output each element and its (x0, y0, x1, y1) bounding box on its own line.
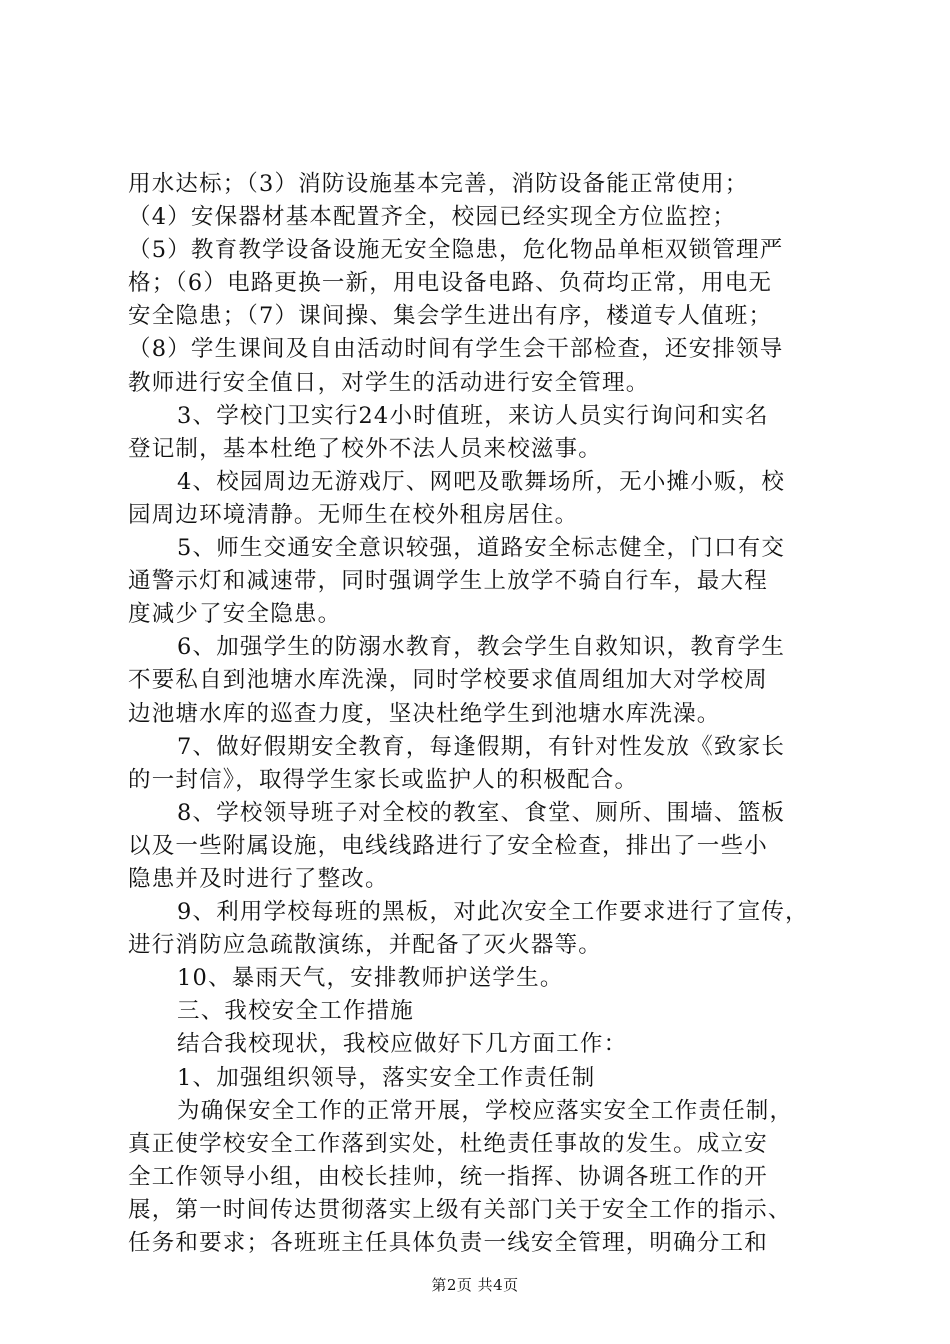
text-line: 通警示灯和减速带，同时强调学生上放学不骑自行车，最大程 (128, 568, 768, 595)
text-line: 10、暴雨天气，安排教师护送学生。 (177, 965, 564, 992)
text-line: 结合我校现状，我校应做好下几方面工作： (177, 1031, 628, 1058)
text-line: 边池塘水库的巡查力度，坚决杜绝学生到池塘水库洗澡。 (128, 700, 721, 727)
text-line: 格；（6）电路更换一新，用电设备电路、负荷均正常，用电无 (128, 270, 773, 297)
text-line: （4）安保器材基本配置齐全，校园已经实现全方位监控； (128, 204, 737, 231)
text-line: 3、学校门卫实行24小时值班，来访人员实行询问和实名 (177, 402, 769, 429)
text-line: 度减少了安全隐患。 (128, 601, 342, 628)
page-number-label: 第2页 共4页 (431, 1276, 519, 1294)
text-line: 三、我校安全工作措施 (177, 998, 415, 1025)
text-line: 展，第一时间传达贯彻落实上级有关部门关于安全工作的指示、 (128, 1196, 792, 1223)
text-line: 全工作领导小组，由校长挂帅，统一指挥、协调各班工作的开 (128, 1163, 768, 1190)
text-line: （5）教育教学设备设施无安全隐患，危化物品单柜双锁管理严 (128, 237, 784, 264)
text-line: 以及一些附属设施，电线线路进行了安全检查，排出了一些小 (128, 832, 768, 859)
text-line: 登记制，基本杜绝了校外不法人员来校滋事。 (128, 435, 603, 462)
text-line: 为确保安全工作的正常开展，学校应落实安全工作责任制， (177, 1097, 794, 1124)
text-line: 园周边环境清静。无师生在校外租房居住。 (128, 501, 579, 528)
page-footer (0, 1274, 950, 1295)
text-line: 7、做好假期安全教育，每逢假期，有针对性发放《致家长 (177, 733, 786, 760)
text-line: 不要私自到池塘水库洗澡，同时学校要求值周组加大对学校周 (128, 667, 768, 694)
text-line: 用水达标；（3）消防设施基本完善，消防设备能正常使用； (128, 171, 749, 197)
text-line: 5、师生交通安全意识较强，道路安全标志健全，门口有交 (177, 535, 786, 562)
text-line: （8）学生课间及自由活动时间有学生会干部检查，还安排领导 (128, 336, 784, 363)
text-line: 任务和要求；各班班主任具体负责一线安全管理，明确分工和 (128, 1230, 768, 1256)
text-line: 1、加强组织领导，落实安全工作责任制 (177, 1064, 596, 1091)
text-line: 8、学校领导班子对全校的教室、食堂、厕所、围墙、篮板 (177, 799, 786, 826)
text-line: 隐患并及时进行了整改。 (128, 865, 389, 892)
text-line: 的一封信》，取得学生家长或监护人的积极配合。 (128, 766, 639, 793)
text-line: 9、利用学校每班的黑板，对此次安全工作要求进行了宣传， (177, 899, 809, 926)
text-line: 4、校园周边无游戏厅、网吧及歌舞场所，无小摊小贩，校 (177, 468, 786, 495)
document-body (128, 168, 828, 1260)
text-line: 真正使学校安全工作落到实处，杜绝责任事故的发生。成立安 (128, 1130, 768, 1157)
text-line: 安全隐患；（7）课间操、集会学生进出有序，楼道专人值班； (128, 303, 773, 330)
text-line: 教师进行安全值日，对学生的活动进行安全管理。 (128, 369, 650, 396)
text-line: 进行消防应急疏散演练，并配备了灭火器等。 (128, 932, 603, 959)
text-line: 6、加强学生的防溺水教育，教会学生自救知识，教育学生 (177, 634, 786, 661)
